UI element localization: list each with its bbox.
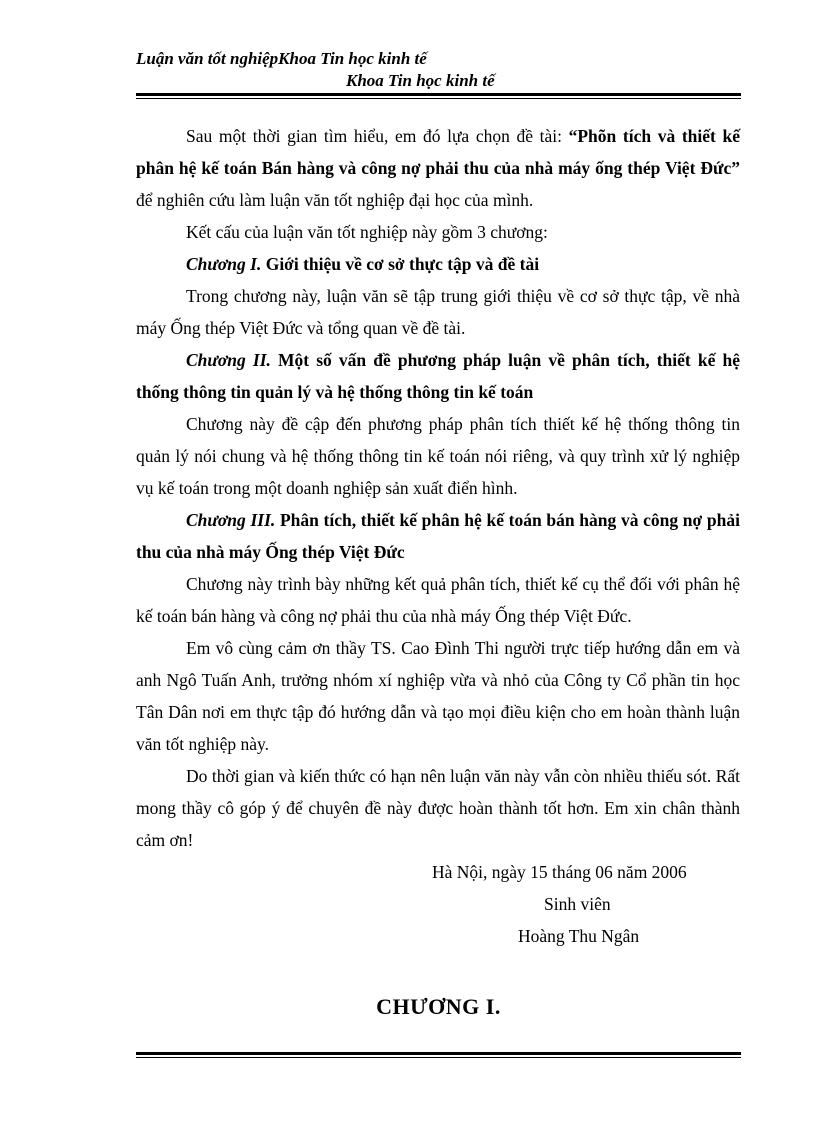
structure-paragraph: Kết cấu của luận văn tốt nghiệp này gồm 3 chương: bbox=[186, 222, 548, 242]
chapter-heading: CHƯƠNG I. bbox=[376, 994, 501, 1019]
intro-paragraph bbox=[136, 120, 740, 216]
chapter-2-description: Chương này đề cập đến phương pháp phân tích thiết kế hệ thống thông tin quản lý nói chung và hệ thống thông tin kế toán nói riêng, và quy trình xử lý nghiệp vụ kế toán trong một doanh nghiệp sản xuất điển hình. bbox=[136, 414, 740, 498]
chapter-3-title: Phân tích, thiết kế phân hệ kế toán bán hàng và công nợ phải thu của nhà máy Ống thép Việt Đức bbox=[136, 510, 740, 562]
header-rule-thick bbox=[136, 93, 741, 96]
chapter-3-description: Chương này trình bày những kết quả phân tích, thiết kế cụ thể đối với phân hệ kế toán bán hàng và công nợ phải thu của nhà máy Ống thép Việt Đức. bbox=[136, 574, 740, 626]
thesis-title: “Phõn tích và thiết kế phân hệ kế toán Bán hàng và công nợ phải thu của nhà máy ống thép Việt Đức” bbox=[136, 126, 740, 178]
chapter-1-label: Chương I. bbox=[186, 254, 262, 274]
chapter-2-heading bbox=[136, 344, 740, 408]
signature-name: Hoàng Thu Ngân bbox=[518, 926, 640, 946]
intro-tail: để nghiên cứu làm luận văn tốt nghiệp đại học của mình. bbox=[136, 190, 534, 210]
chapter-1-description: Trong chương này, luận văn sẽ tập trung giới thiệu về cơ sở thực tập, về nhà máy Ống thép Việt Đức và tổng quan về đề tài. bbox=[136, 286, 740, 338]
thanks-paragraph: Em vô cùng cảm ơn thầy TS. Cao Đình Thi người trực tiếp hướng dẫn em và anh Ngô Tuấn Anh, trưởng nhóm xí nghiệp vừa và nhỏ của Công ty Cổ phần tin học Tân Dân nơi em thực tập đó hướng dẫn và tạo mọi điều kiện cho em hoàn thành luận văn tốt nghiệp này. bbox=[136, 638, 740, 754]
document-body bbox=[136, 120, 740, 952]
signature-date: Hà Nội, ngày 15 tháng 06 năm 2006 bbox=[432, 862, 687, 882]
signature-block bbox=[136, 856, 740, 952]
header-rule-thin bbox=[136, 98, 741, 99]
chapter-3-label: Chương III. bbox=[186, 510, 276, 530]
chapter-2-title: Một số vấn đề phương pháp luận về phân tích, thiết kế hệ thống thông tin quản lý và hệ thống thông tin kế toán bbox=[136, 350, 740, 402]
header-line-2: Khoa Tin học kinh tế bbox=[346, 71, 495, 90]
intro-lead: Sau một thời gian tìm hiểu, em đó lựa chọn đề tài: bbox=[186, 126, 569, 146]
chapter-1-heading bbox=[136, 248, 740, 280]
closing-paragraph: Do thời gian và kiến thức có hạn nên luận văn này vẫn còn nhiều thiếu sót. Rất mong thầy cô góp ý để chuyên đề này được hoàn thành tốt hơn. Em xin chân thành cảm ơn! bbox=[136, 766, 740, 850]
chapter-3-heading bbox=[136, 504, 740, 568]
page-header bbox=[136, 48, 741, 92]
chapter-1-title: Giới thiệu về cơ sở thực tập và đề tài bbox=[261, 254, 540, 274]
header-line-1: Luận văn tốt nghiệpKhoa Tin học kinh tế bbox=[136, 49, 427, 68]
footer-rule-thin bbox=[136, 1057, 741, 1058]
signature-role: Sinh viên bbox=[544, 894, 611, 914]
footer-rule-thick bbox=[136, 1052, 741, 1055]
chapter-2-label: Chương II. bbox=[186, 350, 271, 370]
